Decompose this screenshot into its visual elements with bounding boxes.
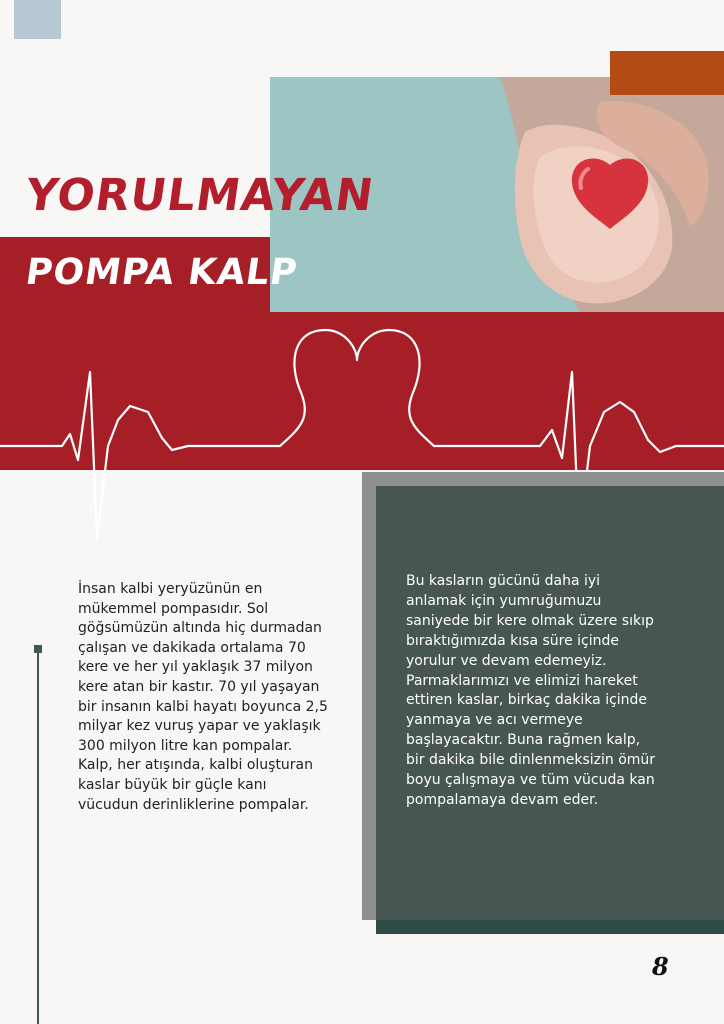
corner-decoration [14, 0, 61, 39]
timeline-line [37, 650, 39, 1024]
intro-paragraph: İnsan kalbi yeryüzünün en mükemmel pompasıdır. Sol göğsümüzün altında hiç durmadan çalışan ve dakikada ortalama 70 kere ve her yıl yaklaşık 37 milyon kere atan bir kastır. 70 yıl yaşayan bir insanın kalbi hayatı boyunca 2,5 milyar kez vuruş yapar ve yaklaşık 300 milyon litre kan pompalar. Kalp, her atışında, kalbi oluşturan kaslar büyük bir güçle kanı vücudun derinliklerine pompalar. [78, 581, 328, 813]
orange-accent-block [610, 51, 724, 95]
title-line-2: POMPA KALP [23, 252, 301, 293]
panel-paragraph: Bu kasların gücünü daha iyi anlamak için yumruğumuzu saniyede bir kere olmak üzere sıkıp bıraktığımızda kısa süre içinde yorulur ve devam edemeyiz. Parmaklarımızı ve elimizi hareket ettiren kaslar, birkaç dakika içinde yanmaya ve acı vermeye başlayacaktır. Buna rağmen kalp, bir dakika bile dinlenmeksizin ömür boyu çalışmaya ve tüm vücuda kan pompalamaya devam eder. [406, 573, 656, 808]
page-number: 8 [652, 952, 669, 981]
panel-footer-strip [376, 920, 724, 934]
title-line-1: YORULMAYAN [22, 170, 378, 221]
